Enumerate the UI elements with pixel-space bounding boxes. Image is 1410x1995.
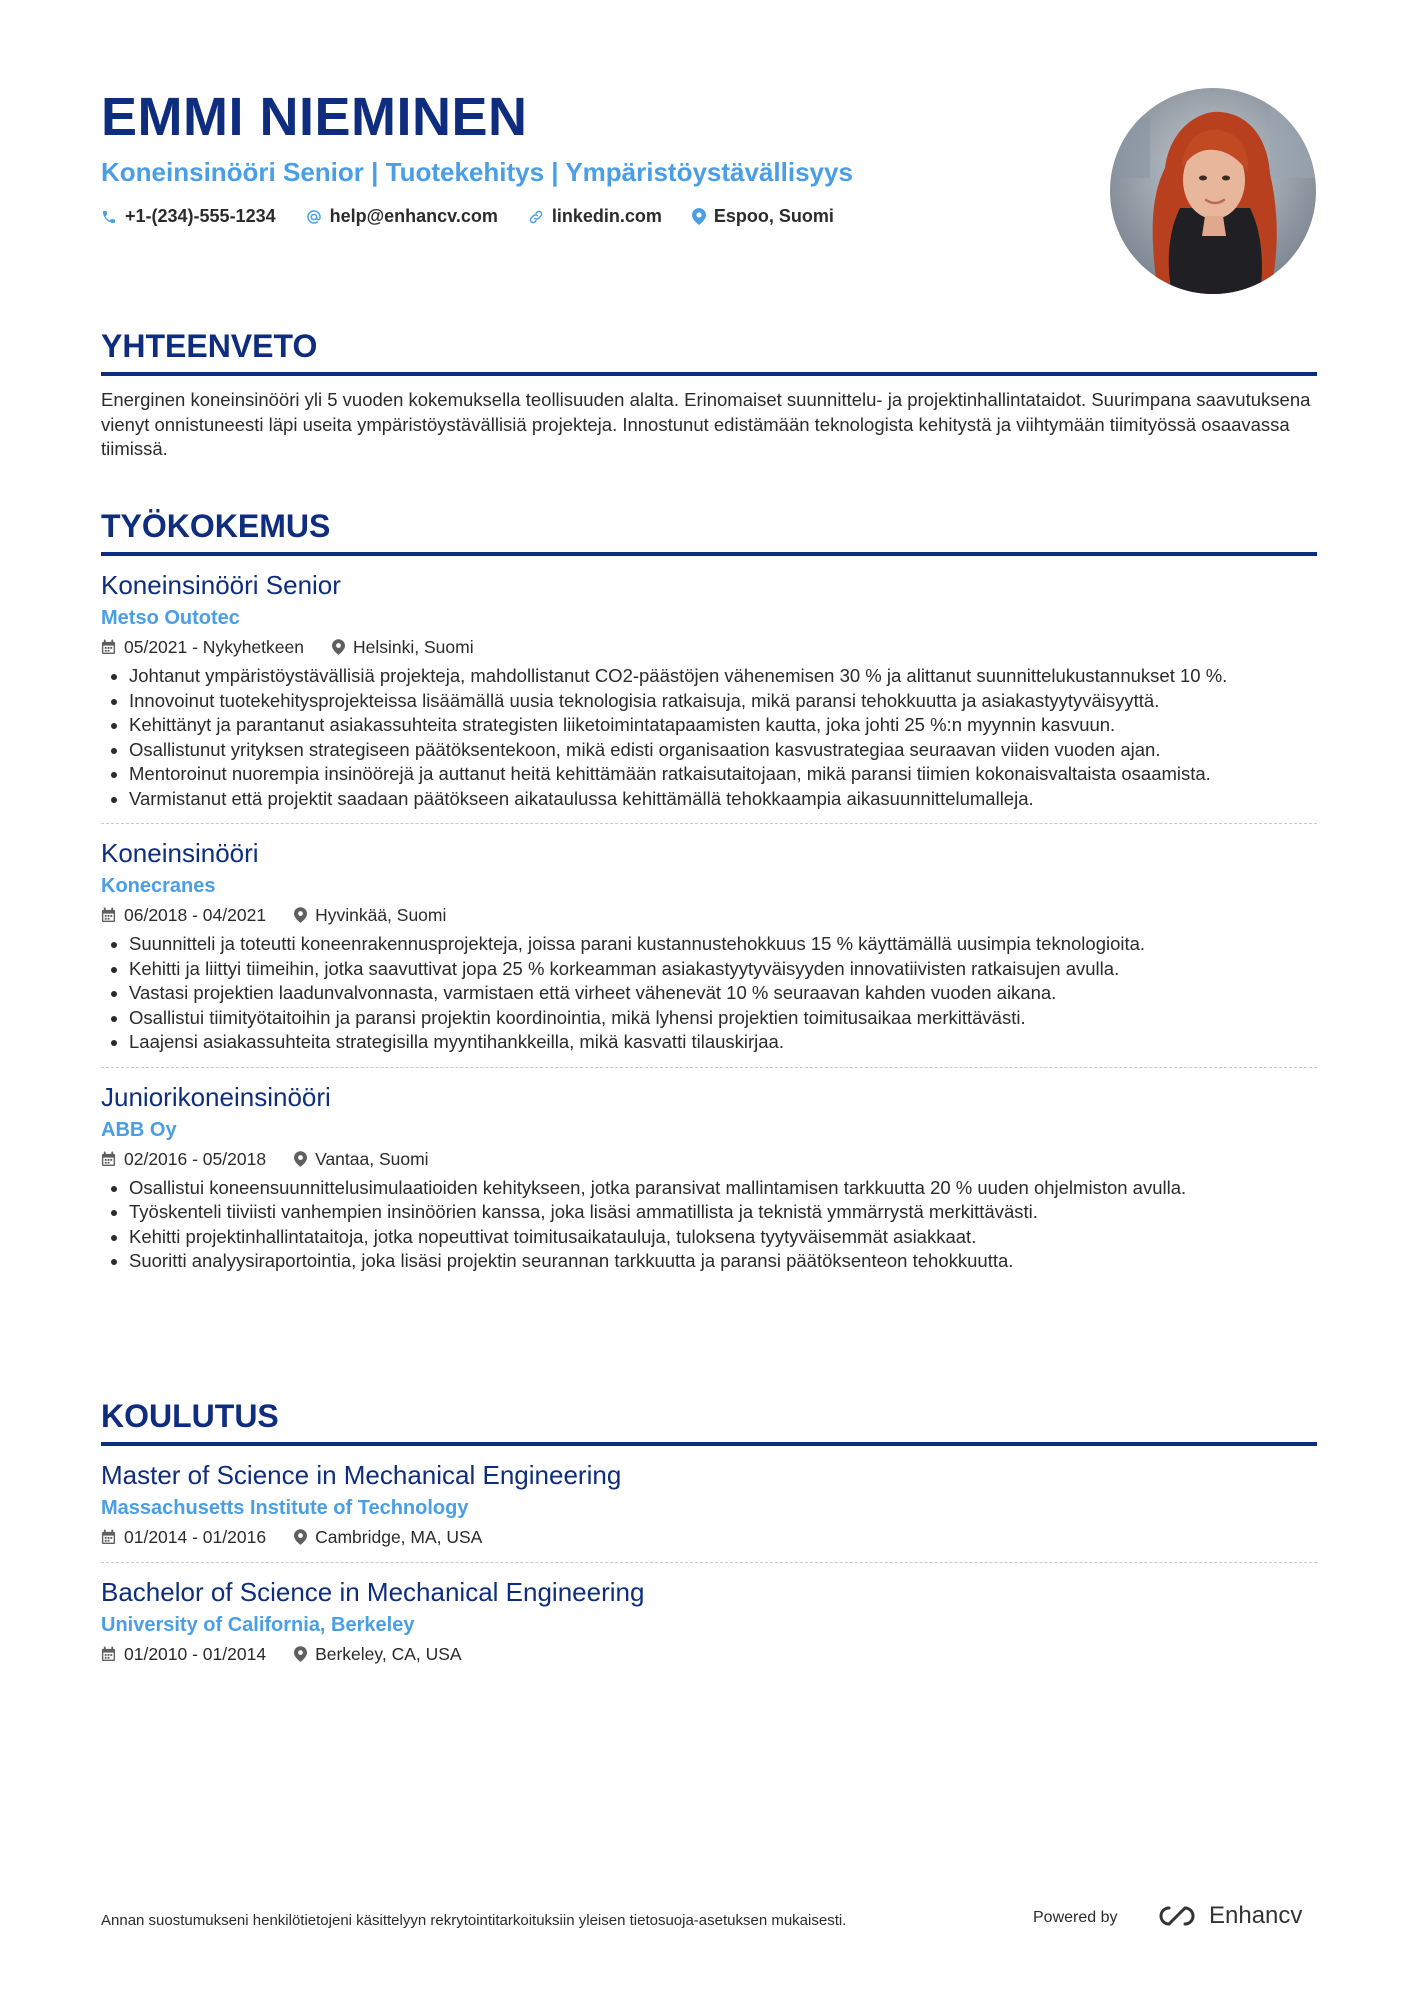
bullet-item: Vastasi projektien laadunvalvonnasta, varmistaen että virheet vähenevät 10 % seuraavan kahden vuoden aikana.: [101, 981, 1317, 1006]
enhancv-mark-icon: [1155, 1905, 1201, 1927]
map-pin-icon: [294, 907, 307, 923]
experience-heading: TYÖKOKEMUS: [101, 506, 1317, 556]
location-text: Espoo, Suomi: [713, 206, 834, 226]
job-entry: [101, 823, 1317, 1055]
job-location-text: Hyvinkää, Suomi: [315, 905, 447, 925]
job-location: [294, 902, 446, 928]
contact-location: [692, 206, 834, 227]
calendar-icon: [101, 1529, 116, 1545]
resume-header: [101, 82, 1101, 227]
education-dates-text: 01/2010 - 01/2014: [124, 1644, 267, 1664]
bullet-item: Johtanut ympäristöystävällisiä projekteja, mahdollistanut CO2-päästöjen vähenemisen 30 % ja alittanut suunnittelukustannukset 10 %.: [101, 664, 1317, 689]
education-meta: [101, 1524, 1317, 1550]
job-bullets: [101, 1176, 1317, 1274]
job-dates: [101, 902, 266, 928]
education-heading: KOULUTUS: [101, 1396, 1317, 1446]
job-dates: [101, 634, 304, 660]
job-entry: [101, 1067, 1317, 1274]
job-meta: [101, 902, 1317, 928]
candidate-name: EMMI NIEMINEN: [101, 87, 528, 147]
job-dates-text: 05/2021 - Nykyhetkeen: [124, 637, 304, 657]
enhancv-logo[interactable]: [1155, 1902, 1302, 1930]
bullet-item: Laajensi asiakassuhteita strategisilla myyntihankkeilla, mikä kasvatti tilauskirjaa.: [101, 1030, 1317, 1055]
degree-title: Bachelor of Science in Mechanical Engineering: [101, 1577, 645, 1607]
job-company: Konecranes: [101, 875, 216, 897]
link-icon: [528, 209, 544, 225]
phone-text: +1-(234)-555-1234: [125, 206, 276, 226]
education-entry: [101, 1446, 1317, 1550]
job-title: Koneinsinööri: [101, 838, 259, 868]
job-location-text: Helsinki, Suomi: [352, 637, 474, 657]
bullet-item: Osallistui koneensuunnittelusimulaatioiden kehitykseen, jotka paransivat mallintamisen tarkkuutta 20 % uuden ohjelmiston avulla.: [101, 1176, 1317, 1201]
education-entry: [101, 1562, 1317, 1667]
education-section: [101, 1396, 1317, 1667]
map-pin-icon: [692, 208, 706, 225]
summary-heading: YHTEENVETO: [101, 326, 1317, 376]
education-meta: [101, 1641, 1317, 1667]
job-meta: [101, 634, 1317, 660]
job-location: [294, 1146, 429, 1172]
bullet-item: Suoritti analyysiraportointia, joka lisäsi projektin seurannan tarkkuutta ja paransi päätöksenteon tehokkuutta.: [101, 1249, 1317, 1274]
bullet-item: Suunnitteli ja toteutti koneenrakennusprojekteja, joissa parani kustannustehokkuus 15 % käyttämällä uusimpia teknologioita.: [101, 932, 1317, 957]
education-location: [294, 1524, 482, 1550]
bullet-item: Osallistui tiimityötaitoihin ja paransi projektin koordinointia, mikä lyhensi projektien toimitusaikaa merkittävästi.: [101, 1006, 1317, 1031]
job-dates: [101, 1146, 266, 1172]
linkedin-text: linkedin.com: [551, 206, 662, 226]
education-dates-text: 01/2014 - 01/2016: [124, 1527, 267, 1547]
bullet-item: Osallistunut yrityksen strategiseen päätöksentekoon, mikä edisti organisaation kasvustrategiaa seuraavan viiden vuoden ajan.: [101, 738, 1317, 763]
calendar-icon: [101, 639, 116, 655]
brand-name: Enhancv: [1209, 1902, 1303, 1929]
job-dates-text: 06/2018 - 04/2021: [124, 905, 267, 925]
bullet-item: Mentoroinut nuorempia insinöörejä ja auttanut heitä kehittämään ratkaisutaitojaan, mikä paransi tiimien kokonaisvaltaista osaamista.: [101, 762, 1317, 787]
map-pin-icon: [332, 639, 345, 655]
education-dates: [101, 1641, 266, 1667]
job-title: Juniorikoneinsinööri: [101, 1081, 331, 1112]
experience-section: [101, 506, 1317, 1274]
job-bullets: [101, 932, 1317, 1055]
contact-phone[interactable]: [101, 206, 276, 227]
degree-title: Master of Science in Mechanical Engineering: [101, 1460, 622, 1490]
bullet-item: Työskenteli tiiviisti vanhempien insinöörien kanssa, joka lisäsi ammatillista ja teknistä ymmärrystä merkittävästi.: [101, 1200, 1317, 1225]
education-location-text: Berkeley, CA, USA: [315, 1644, 462, 1664]
job-dates-text: 02/2016 - 05/2018: [124, 1148, 267, 1169]
job-entry: [101, 556, 1317, 811]
education-dates: [101, 1524, 266, 1550]
school-name: Massachusetts Institute of Technology: [101, 1497, 469, 1519]
email-text: help@enhancv.com: [329, 206, 498, 226]
map-pin-icon: [294, 1529, 307, 1545]
job-company: Metso Outotec: [101, 607, 240, 629]
summary-text: Energinen koneinsinööri yli 5 vuoden kokemuksella teollisuuden alalta. Erinomaiset suunnittelu- ja projektinhallintataidot. Suurimpana saavutuksena vienyt onnistuneesti läpi useita ympäristöystävällisiä projekteja. Innostunut edistämään teknologista kehitystä ja viihtymään tiimityössä osaavassa tiimissä.: [101, 389, 1311, 459]
school-name: University of California, Berkeley: [101, 1614, 415, 1636]
summary-section: [101, 326, 1317, 462]
contact-linkedin[interactable]: [528, 206, 662, 227]
job-bullets: [101, 664, 1317, 811]
job-location: [332, 634, 474, 660]
bullet-item: Kehitti projektinhallintataitoja, jotka nopeuttivat toimitusaikatauluja, tuloksena tyytyväisemmät asiakkaat.: [101, 1225, 1317, 1250]
job-company: ABB Oy: [101, 1118, 177, 1141]
contact-email[interactable]: [306, 206, 498, 227]
education-location: [294, 1641, 462, 1667]
bullet-item: Kehitti ja liittyi tiimeihin, jotka saavuttivat jopa 25 % korkeamman asiakastyytyväisyyden innovatiivisten ratkaisujen avulla.: [101, 957, 1317, 982]
map-pin-icon: [294, 1646, 307, 1662]
job-meta: [101, 1146, 1317, 1172]
gdpr-consent-note: Annan suostumukseni henkilötietojeni käsittelyyn rekrytointitarkoituksiin yleisen tietosuoja-asetuksen mukaisesti.: [101, 1912, 847, 1929]
bullet-item: Innovoinut tuotekehitysprojekteissa lisäämällä uusia teknologisia ratkaisuja, mikä paransi tehokkuutta ja asiakastyytyväisyyttä.: [101, 689, 1317, 714]
bullet-item: Kehittänyt ja parantanut asiakassuhteita strategisten liiketoimintatapaamisten kautta, joka johti 25 %:n myynnin kasvuun.: [101, 713, 1317, 738]
powered-by-label: Powered by: [1033, 1909, 1118, 1926]
job-title: Koneinsinööri Senior: [101, 570, 341, 600]
education-location-text: Cambridge, MA, USA: [315, 1527, 483, 1547]
candidate-tagline: Koneinsinööri Senior | Tuotekehitys | Ympäristöystävällisyys: [101, 157, 853, 187]
profile-photo: [1110, 88, 1316, 294]
calendar-icon: [101, 1646, 116, 1662]
calendar-icon: [101, 907, 116, 923]
contact-list: [101, 206, 1101, 227]
map-pin-icon: [294, 1151, 307, 1167]
phone-icon: [101, 209, 117, 225]
job-location-text: Vantaa, Suomi: [315, 1148, 429, 1169]
bullet-item: Varmistanut että projektit saadaan päätökseen aikataulussa kehittämällä tehokkaampia aikasuunnittelumalleja.: [101, 787, 1317, 812]
calendar-icon: [101, 1151, 116, 1167]
at-icon: [306, 209, 322, 225]
